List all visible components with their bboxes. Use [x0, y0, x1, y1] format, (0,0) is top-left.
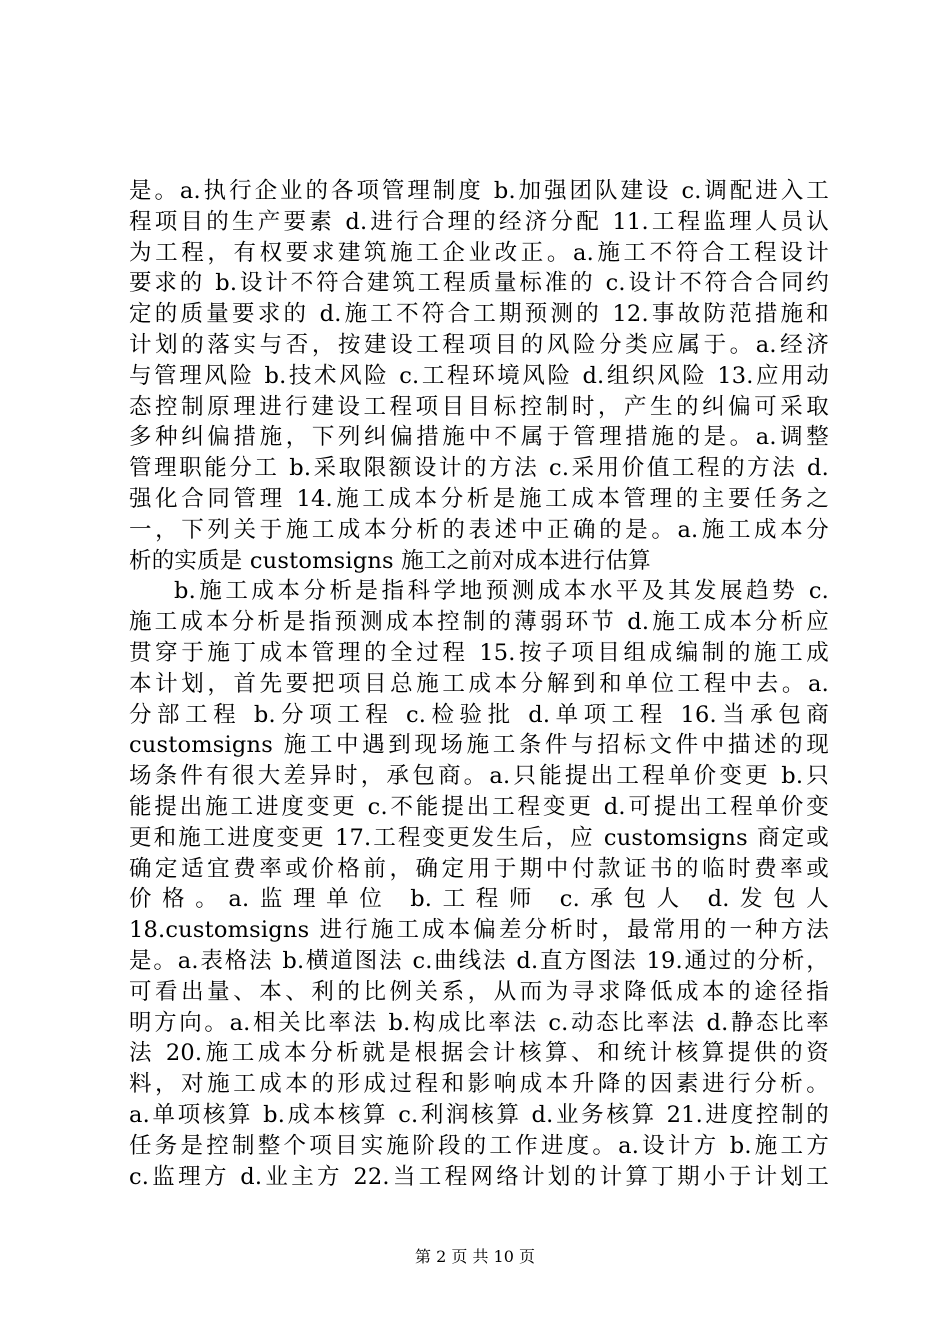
text-line: 强化合同管理 14.施工成本分析是施工成本管理的主要任务之: [129, 485, 829, 512]
text-line: 态控制原理进行建设工程项目目标控制时，产生的纠偏可采取: [129, 393, 829, 420]
text-line: 要求的 b.设计不符合建筑工程质量标准的 c.设计不符合合同约: [129, 270, 829, 297]
text-line: 程项目的生产要素 d.进行合理的经济分配 11.工程监理人员认: [129, 208, 829, 235]
body-text: [129, 176, 829, 1192]
text-line: 任务是控制整个项目实施阶段的工作进度。a.设计方 b.施工方: [129, 1132, 829, 1159]
text-line: 定的质量要求的 d.施工不符合工期预测的 12.事故防范措施和: [129, 301, 829, 328]
text-line: 计划的落实与否，按建设工程项目的风险分类应属于。a.经济: [129, 331, 829, 358]
text-line: a.单项核算 b.成本核算 c.利润核算 d.业务核算 21.进度控制的: [129, 1101, 829, 1128]
text-line: 本计划，首先要把项目总施工成本分解到和单位工程中去。a.: [129, 670, 829, 697]
text-line: 更和施工进度变更 17.工程变更发生后，应 customsigns 商定或: [129, 824, 829, 851]
text-line: 多种纠偏措施，下列纠偏措施中不属于管理措施的是。a.调整: [129, 424, 829, 451]
text-line: 价格。a.监理单位 b.工程师 c.承包人 d.发包人: [129, 886, 829, 913]
text-line: 是。a.表格法 b.横道图法 c.曲线法 d.直方图法 19.通过的分析，: [129, 947, 829, 974]
text-line: 与管理风险 b.技术风险 c.工程环境风险 d.组织风险 13.应用动: [129, 362, 829, 389]
text-line: 能提出施工进度变更 c.不能提出工程变更 d.可提出工程单价变: [129, 793, 829, 820]
text-line: 可看出量、本、利的比例关系，从而为寻求降低成本的途径指: [129, 978, 829, 1005]
text-line: 确定适宜费率或价格前，确定用于期中付款证书的临时费率或: [129, 855, 829, 882]
text-line: 明方向。a.相关比率法 b.构成比率法 c.动态比率法 d.静态比率: [129, 1009, 829, 1036]
text-line: c.监理方 d.业主方 22.当工程网络计划的计算丁期小于计划工: [129, 1163, 829, 1190]
text-line: 析的实质是 customsigns 施工之前对成本进行估算: [129, 547, 651, 574]
text-line: b.施工成本分析是指科学地预测成本水平及其发展趋势 c.: [174, 578, 829, 605]
text-line: 18.customsigns 进行施工成本偏差分析时，最常用的一种方法: [129, 917, 829, 944]
page-footer: 第 2 页 共 10 页: [415, 1247, 535, 1266]
text-line: customsigns 施工中遇到现场施工条件与招标文件中描述的现: [129, 732, 829, 759]
text-line: 法 20.施工成本分析就是根据会计核算、和统计核算提供的资: [129, 1040, 829, 1067]
text-line: 料，对施工成本的形成过程和影响成本升降的因素进行分析。: [129, 1071, 829, 1098]
text-line: 管理职能分工 b.采取限额设计的方法 c.采用价值工程的方法 d.: [129, 455, 829, 482]
text-line: 施工成本分析是指预测成本控制的薄弱环节 d.施工成本分析应: [129, 609, 829, 636]
text-line: 场条件有很大差异时，承包商。a.只能提出工程单价变更 b.只: [129, 763, 829, 790]
text-line: 一，下列关于施工成本分析的表述中正确的是。a.施工成本分: [129, 516, 829, 543]
text-line: 分部工程 b.分项工程 c.检验批 d.单项工程 16.当承包商: [129, 701, 829, 728]
text-line: 贯穿于施丁成本管理的全过程 15.按子项目组成编制的施工成: [129, 639, 829, 666]
text-line: 是。a.执行企业的各项管理制度 b.加强团队建设 c.调配进入工: [129, 178, 829, 204]
text-line: 为工程，有权要求建筑施工企业改正。a.施工不符合工程设计: [129, 239, 829, 266]
